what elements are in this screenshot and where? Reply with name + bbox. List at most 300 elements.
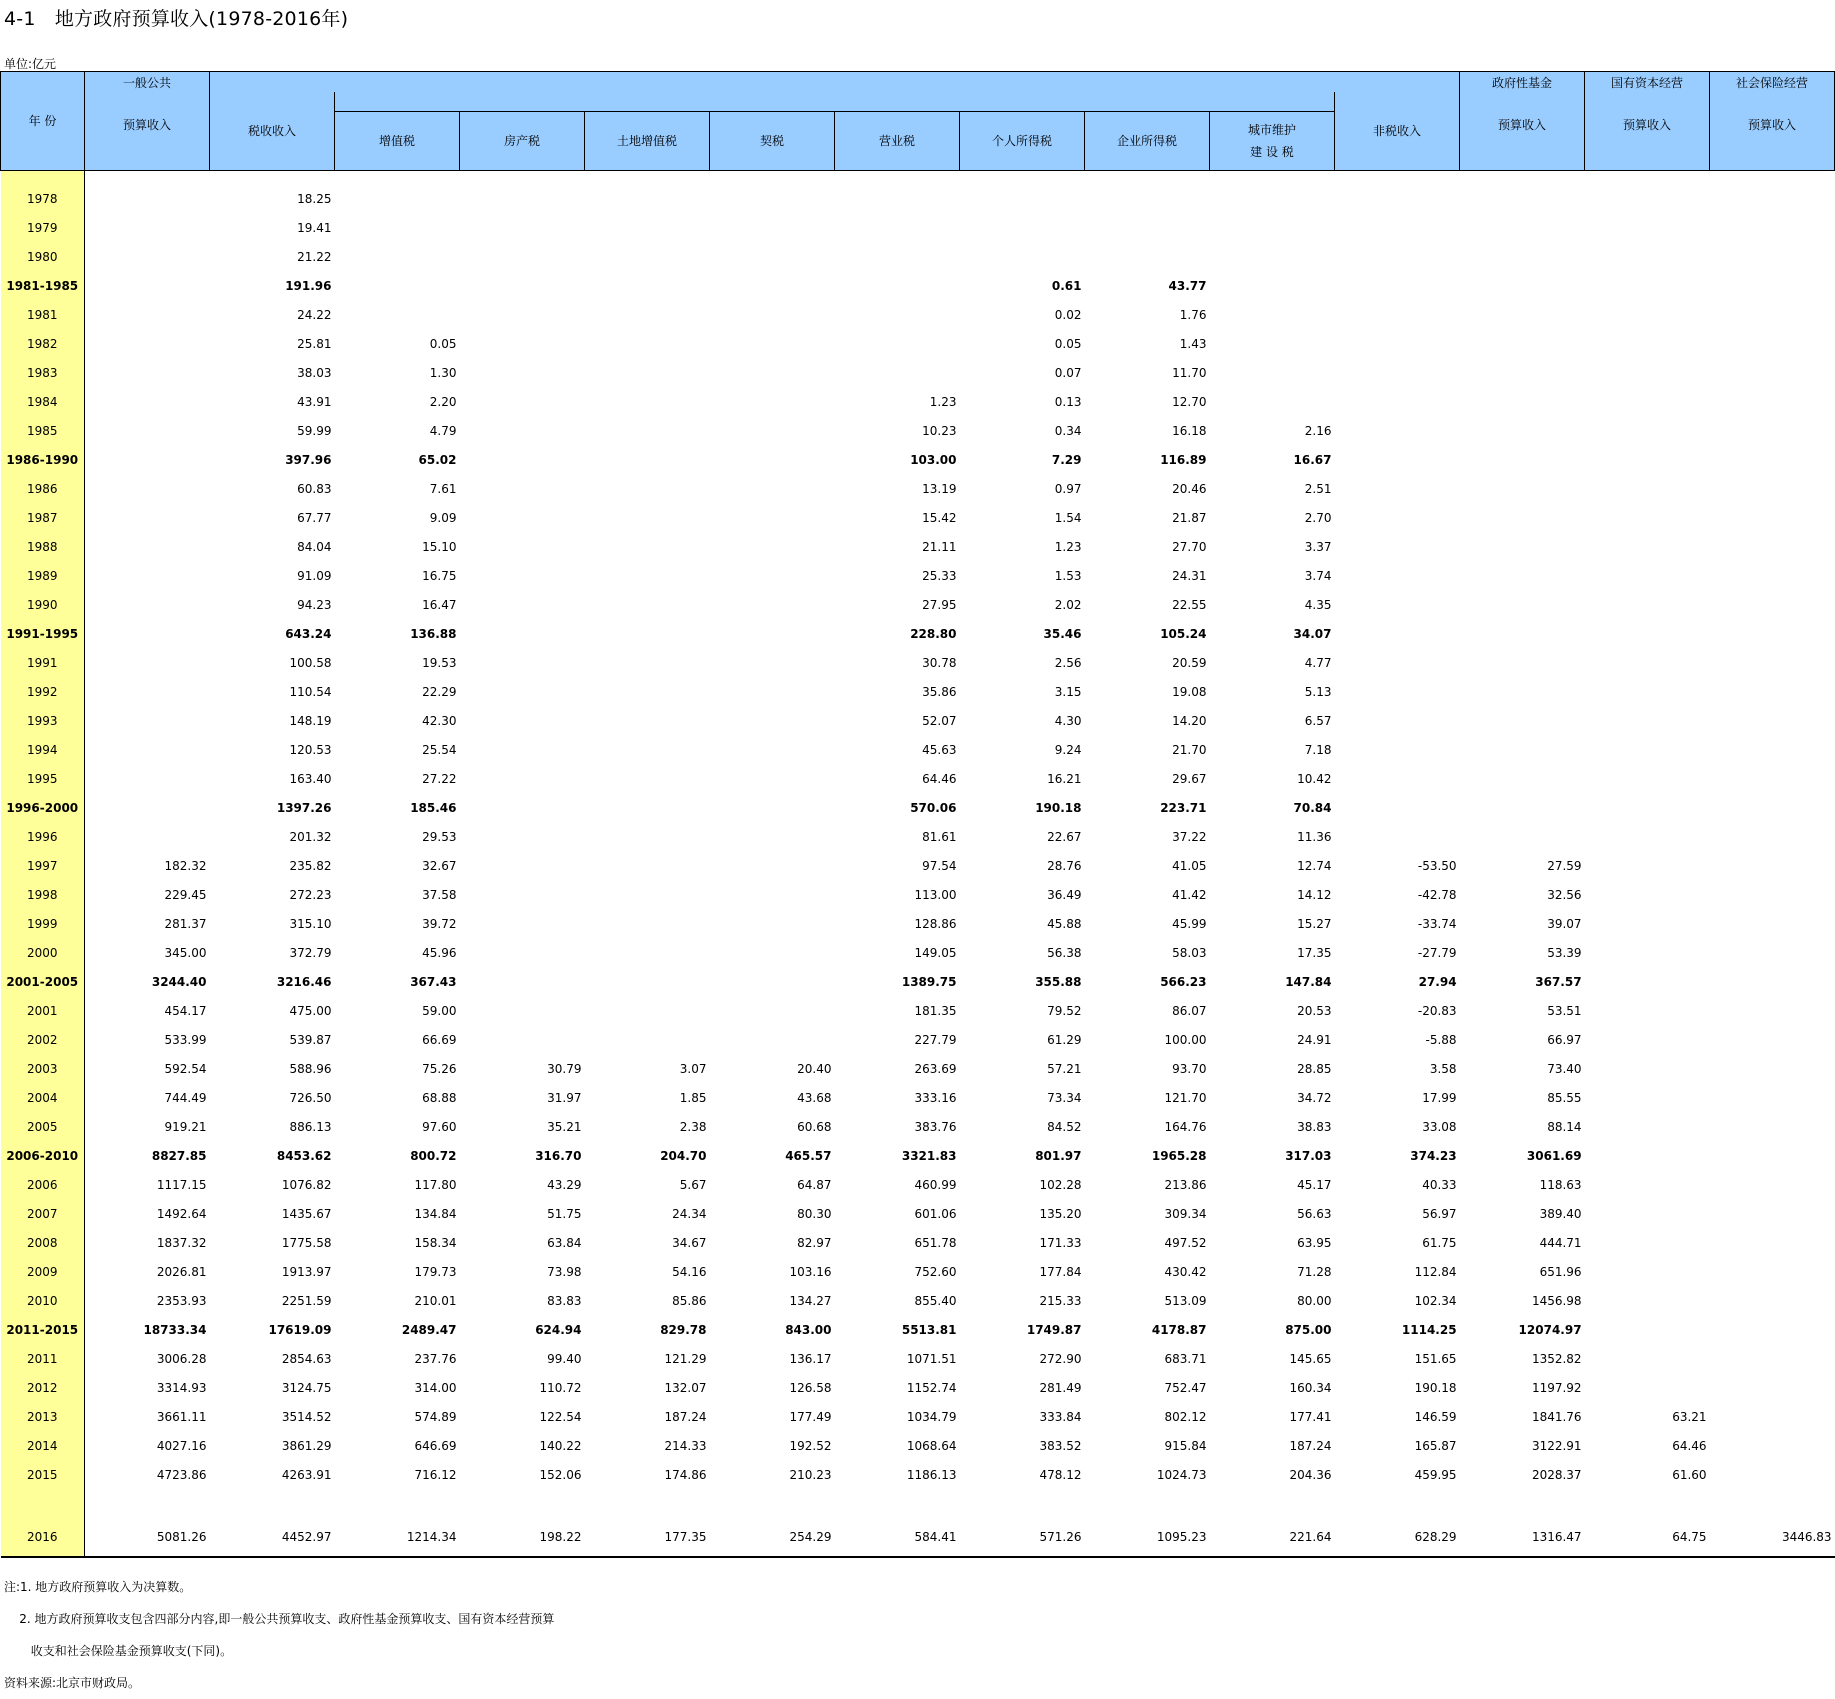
value-cell [1710,1141,1835,1170]
value-cell [1585,329,1710,358]
value-cell [460,416,585,445]
value-cell [835,329,960,358]
value-cell: 27.22 [422,771,457,786]
value-cell [460,300,585,329]
header-tax-subgroup [335,92,1335,112]
value-cell [85,735,210,764]
value-cell: 3446.83 [1710,1518,1835,1557]
value-cell [710,735,835,764]
value-cell [1335,532,1460,561]
header-gov-fund-line2: 预算收入 [1498,118,1547,132]
value-cell: 0.02 [1054,307,1082,322]
value-cell: 1749.87 [1026,1322,1082,1337]
value-cell: 7.18 [1304,742,1332,757]
value-cell: 117.80 [414,1177,457,1192]
value-cell [1335,822,1460,851]
value-cell [1585,851,1710,880]
value-cell: 317.03 [1285,1148,1332,1163]
value-cell: 3122.91 [1531,1438,1582,1453]
value-cell: 25.81 [297,336,332,351]
value-cell [1710,851,1835,880]
value-cell [1585,1112,1710,1141]
value-cell: 45.17 [1297,1177,1332,1192]
value-cell: 122.54 [539,1409,582,1424]
value-cell [710,793,835,822]
value-cell [1710,474,1835,503]
value-cell: 2.70 [1304,510,1332,525]
value-cell: 1.43 [1179,336,1207,351]
value-cell: 64.75 [1585,1518,1710,1557]
value-cell: 213.86 [1164,1177,1207,1192]
value-cell [1710,532,1835,561]
value-cell: 20.40 [797,1061,832,1076]
value-cell: 9.09 [429,510,457,525]
value-cell [835,184,960,213]
value-cell: 3.37 [1304,539,1332,554]
year-cell: 2001 [1,996,85,1025]
value-cell: 651.78 [914,1235,957,1250]
value-cell: 39.72 [422,916,457,931]
header-non-tax-revenue: 非税收入 [1335,92,1460,171]
value-cell: 34.67 [672,1235,707,1250]
value-cell [1335,184,1460,213]
value-cell [460,532,585,561]
value-cell: 2854.63 [281,1351,332,1366]
table-row [1,1228,1835,1257]
year-cell: 1994 [1,735,85,764]
value-cell [460,735,585,764]
value-cell: 121.70 [1164,1090,1207,1105]
value-cell [1585,184,1710,213]
value-cell: 643.24 [285,626,332,641]
value-cell [85,416,210,445]
value-cell: 165.87 [1414,1438,1457,1453]
value-cell [1585,1257,1710,1286]
table-row [1,706,1835,735]
value-cell: 221.64 [1210,1518,1335,1557]
value-cell [1585,416,1710,445]
value-cell [585,271,710,300]
value-cell: 1.23 [929,394,957,409]
value-cell: 1.23 [1054,539,1082,554]
value-cell [460,445,585,474]
value-cell [1710,909,1835,938]
value-cell: 21.70 [1172,742,1207,757]
value-cell: 383.52 [1039,1438,1082,1453]
value-cell [710,561,835,590]
value-cell: 1.85 [679,1090,707,1105]
table-row [1,648,1835,677]
value-cell [1585,1054,1710,1083]
year-cell: 1986 [1,474,85,503]
year-cell: 1978 [1,184,85,213]
table-row [1,271,1835,300]
notes [4,1571,554,1699]
value-cell: 1068.64 [906,1438,957,1453]
value-cell: 24.22 [297,307,332,322]
value-cell: 2.38 [679,1119,707,1134]
value-cell: 65.02 [418,452,457,467]
value-cell: 3124.75 [281,1380,332,1395]
value-cell: 2.16 [1304,423,1332,438]
value-cell: 43.29 [547,1177,582,1192]
value-cell: 20.46 [1172,481,1207,496]
header-urban-maintenance-line1: 城市维护 [1247,123,1296,137]
value-cell: 43.77 [1168,278,1207,293]
year-cell: 1996 [1,822,85,851]
value-cell: 588.96 [289,1061,332,1076]
table-row [1,358,1835,387]
value-cell: 18733.34 [143,1322,207,1337]
value-cell [1585,271,1710,300]
value-cell [1710,329,1835,358]
table-row [1,1025,1835,1054]
year-cell: 2010 [1,1286,85,1315]
value-cell [1585,1199,1710,1228]
value-cell: 5.67 [679,1177,707,1192]
year-cell: 1998 [1,880,85,909]
year-cell: 1985 [1,416,85,445]
value-cell [85,590,210,619]
value-cell: 81.61 [922,829,957,844]
value-cell: 915.84 [1164,1438,1207,1453]
value-cell: 314.00 [414,1380,457,1395]
value-cell: 744.49 [164,1090,207,1105]
value-cell [1585,358,1710,387]
value-cell [460,909,585,938]
value-cell [1585,387,1710,416]
value-cell: 19.08 [1172,684,1207,699]
value-cell: 0.13 [1054,394,1082,409]
value-cell [585,880,710,909]
value-cell [335,300,460,329]
value-cell: 0.34 [1054,423,1082,438]
value-cell: 886.13 [289,1119,332,1134]
value-cell: 1837.32 [156,1235,207,1250]
year-cell: 1990 [1,590,85,619]
value-cell: 126.58 [789,1380,832,1395]
table-row [1,1054,1835,1083]
value-cell: 39.07 [1547,916,1582,931]
value-cell [585,1025,710,1054]
value-cell: 103.16 [789,1264,832,1279]
value-cell: 2.51 [1304,481,1332,496]
value-cell: 3244.40 [151,974,207,989]
value-cell [1710,1112,1835,1141]
year-cell: 1993 [1,706,85,735]
value-cell: 116.89 [1160,452,1207,467]
value-cell: 227.79 [914,1032,957,1047]
value-cell [1335,793,1460,822]
value-cell: 73.98 [547,1264,582,1279]
value-cell: 190.18 [1035,800,1082,815]
value-cell: 158.34 [414,1235,457,1250]
table-row [1,1373,1835,1402]
value-cell [1585,1170,1710,1199]
table-row [1,909,1835,938]
year-cell: 1984 [1,387,85,416]
value-cell [1460,300,1585,329]
value-cell [1710,358,1835,387]
value-cell: 83.83 [547,1293,582,1308]
value-cell [1335,706,1460,735]
year-cell: 2006-2010 [1,1141,85,1170]
value-cell: 100.58 [289,655,332,670]
value-cell: 71.28 [1297,1264,1332,1279]
header-state-capital-line2: 预算收入 [1623,118,1672,132]
value-cell [1460,184,1585,213]
value-cell [585,445,710,474]
value-cell [1710,213,1835,242]
value-cell: 63.95 [1297,1235,1332,1250]
value-cell: 36.49 [1047,887,1082,902]
value-cell: 4.77 [1304,655,1332,670]
value-cell [1710,590,1835,619]
value-cell [1710,677,1835,706]
table-row [1,503,1835,532]
header-land-vat: 土地增值税 [585,112,710,171]
value-cell [1585,503,1710,532]
value-cell: 22.29 [422,684,457,699]
value-cell [1710,1402,1835,1431]
value-cell: 75.26 [422,1061,457,1076]
value-cell [1585,590,1710,619]
value-cell: 146.59 [1414,1409,1457,1424]
value-cell [1460,242,1585,271]
value-cell: 33.08 [1422,1119,1457,1134]
value-cell: 3.58 [1429,1061,1457,1076]
value-cell [585,735,710,764]
value-cell: 4178.87 [1151,1322,1207,1337]
value-cell [1710,1170,1835,1199]
value-cell [460,648,585,677]
value-cell: 29.67 [1172,771,1207,786]
value-cell [335,242,460,271]
value-cell: 24.91 [1297,1032,1332,1047]
value-cell [1335,503,1460,532]
value-cell [585,967,710,996]
header-group-span [210,72,1460,93]
value-cell [335,271,460,300]
year-cell [1,1489,85,1518]
value-cell [1460,735,1585,764]
value-cell [85,822,210,851]
value-cell: 683.71 [1164,1351,1207,1366]
value-cell: 136.88 [410,626,457,641]
value-cell [335,213,460,242]
value-cell [1710,938,1835,967]
value-cell [85,793,210,822]
value-cell [585,213,710,242]
value-cell [585,561,710,590]
value-cell: 7.61 [429,481,457,496]
value-cell [1710,1431,1835,1460]
value-cell: 4452.97 [210,1518,335,1557]
table-row [1,1460,1835,1489]
value-cell [460,996,585,1025]
value-cell: 16.18 [1172,423,1207,438]
year-cell: 1981 [1,300,85,329]
value-cell [1460,532,1585,561]
value-cell: 27.94 [1418,974,1457,989]
value-cell [1460,677,1585,706]
value-cell [1335,242,1460,271]
value-cell: 64.46 [1672,1438,1707,1453]
value-cell [460,358,585,387]
value-cell: 14.20 [1172,713,1207,728]
value-cell: 52.07 [922,713,957,728]
table-row [1,561,1835,590]
value-cell: 1114.25 [1401,1322,1457,1337]
value-cell: 187.24 [664,1409,707,1424]
value-cell [1710,1286,1835,1315]
value-cell [1585,706,1710,735]
value-cell: 12.70 [1172,394,1207,409]
value-cell [710,967,835,996]
value-cell [1460,764,1585,793]
value-cell [585,300,710,329]
value-cell [1460,590,1585,619]
value-cell: 136.17 [789,1351,832,1366]
year-cell: 2013 [1,1402,85,1431]
value-cell: 97.60 [422,1119,457,1134]
value-cell [1460,619,1585,648]
value-cell [1460,793,1585,822]
value-cell: 1076.82 [281,1177,332,1192]
value-cell: 475.00 [289,1003,332,1018]
value-cell: 17619.09 [268,1322,332,1337]
value-cell [1710,793,1835,822]
value-cell: -5.88 [1425,1032,1457,1047]
value-cell [85,648,210,677]
year-cell: 2012 [1,1373,85,1402]
value-cell: 497.52 [1164,1235,1207,1250]
value-cell: 35.21 [547,1119,582,1134]
value-cell: 148.19 [289,713,332,728]
value-cell [1710,242,1835,271]
value-cell: 56.97 [1422,1206,1457,1221]
value-cell: 110.54 [289,684,332,699]
value-cell [585,706,710,735]
value-cell: 80.00 [1297,1293,1332,1308]
value-cell [710,213,835,242]
value-cell [1210,300,1335,329]
table-row [1,1402,1835,1431]
value-cell: 1.54 [1054,510,1082,525]
value-cell: 2353.93 [156,1293,207,1308]
value-cell [460,503,585,532]
spacer-cell [85,171,1835,185]
value-cell [1460,387,1585,416]
value-cell: 80.30 [797,1206,832,1221]
value-cell: 41.42 [1172,887,1207,902]
value-cell [1585,996,1710,1025]
value-cell: 1389.75 [901,974,957,989]
value-cell: 73.34 [1047,1090,1082,1105]
header-social-insurance [1710,72,1835,171]
value-cell [1710,184,1835,213]
value-cell: 177.49 [789,1409,832,1424]
value-cell: 45.99 [1172,916,1207,931]
value-cell [710,300,835,329]
value-cell [1710,735,1835,764]
value-cell [1210,387,1335,416]
value-cell: 110.72 [539,1380,582,1395]
value-cell: 171.33 [1039,1235,1082,1250]
value-cell [1710,706,1835,735]
value-cell: 272.23 [289,887,332,902]
value-cell: 37.22 [1172,829,1207,844]
value-cell: 316.70 [535,1148,582,1163]
value-cell: 84.52 [1047,1119,1082,1134]
header-gov-fund-line1: 政府性基金 [1492,76,1553,90]
value-cell: 2489.47 [401,1322,457,1337]
value-cell: 8827.85 [151,1148,207,1163]
value-cell [460,271,585,300]
value-cell: -27.79 [1417,945,1457,960]
value-cell: 27.59 [1547,858,1582,873]
value-cell [460,706,585,735]
value-cell: 112.84 [1414,1264,1457,1279]
value-cell: 0.07 [1054,365,1082,380]
value-cell [585,184,710,213]
table-body [1,171,1835,1558]
value-cell [1710,967,1835,996]
value-cell: 12.74 [1297,858,1332,873]
year-cell: 2004 [1,1083,85,1112]
revenue-table [0,71,1835,1558]
value-cell [335,184,460,213]
value-cell [460,677,585,706]
value-cell: 1352.82 [1531,1351,1582,1366]
value-cell: 15.27 [1297,916,1332,931]
value-cell [710,648,835,677]
value-cell: 61.75 [1422,1235,1457,1250]
year-cell: 2007 [1,1199,85,1228]
value-cell [460,590,585,619]
value-cell: 345.00 [164,945,207,960]
value-cell [1335,271,1460,300]
value-cell [85,329,210,358]
value-cell [585,909,710,938]
value-cell [1585,967,1710,996]
value-cell: 726.50 [289,1090,332,1105]
value-cell [710,938,835,967]
value-cell: 56.63 [1297,1206,1332,1221]
year-cell: 1997 [1,851,85,880]
value-cell: 215.33 [1039,1293,1082,1308]
year-cell: 2014 [1,1431,85,1460]
value-cell: 281.37 [164,916,207,931]
value-cell: 45.88 [1047,916,1082,931]
value-cell [460,474,585,503]
value-cell: 802.12 [1164,1409,1207,1424]
value-cell [710,619,835,648]
value-cell: 15.42 [922,510,957,525]
value-cell: 1.76 [1179,307,1207,322]
value-cell [1710,1257,1835,1286]
value-cell: 21.87 [1172,510,1207,525]
value-cell [835,242,960,271]
value-cell [460,242,585,271]
value-cell: 58.03 [1172,945,1207,960]
value-cell: 43.91 [297,394,332,409]
value-cell: 135.20 [1039,1206,1082,1221]
value-cell [1585,1286,1710,1315]
value-cell: 27.70 [1172,539,1207,554]
value-cell [85,300,210,329]
value-cell: 374.23 [1410,1148,1457,1163]
